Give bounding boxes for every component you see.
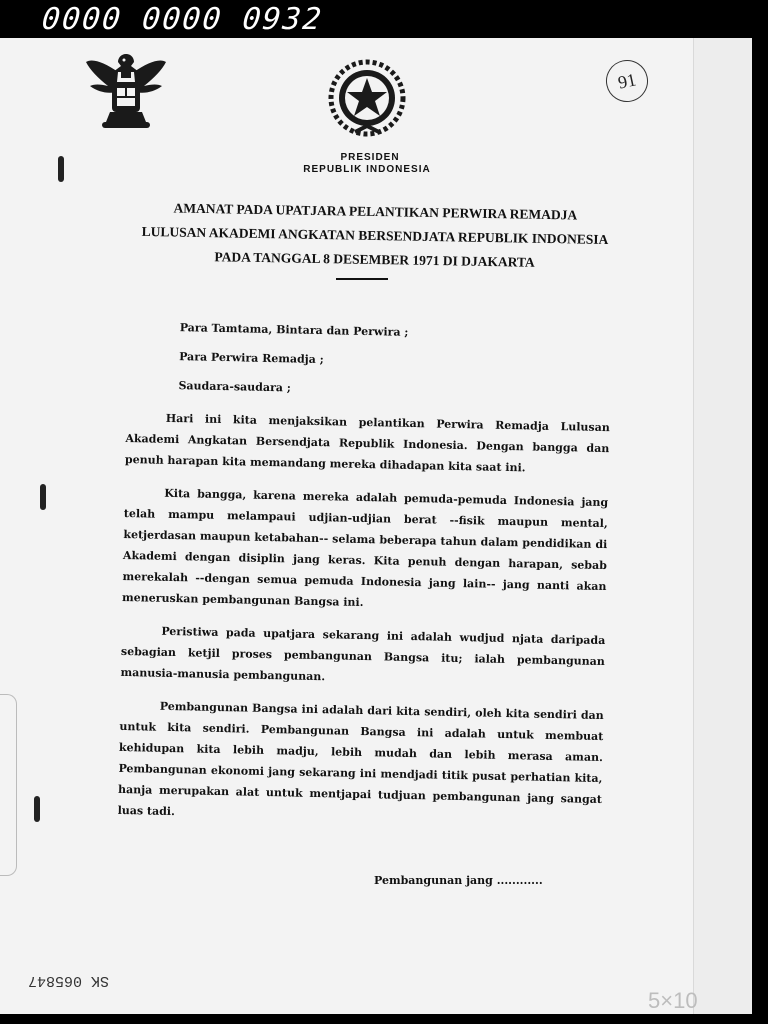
film-frame-number: 0000 0000 0932 bbox=[40, 2, 325, 37]
salutation: Para Perwira Remadja ; bbox=[179, 350, 324, 367]
title-line: LULUSAN AKADEMI ANGKATAN BERSENDJATA REPUBLIK INDONESIA bbox=[141, 223, 609, 248]
paragraph: Kita bangga, karena mereka adalah pemuda-pemuda Indonesia jang telah mampu melampaui udjian-udjian berat --fisik maupun mental, ketjerdasan maupun ketabahan-- selama beberapa tahun dalam pendidikan di Akademi dengan disiplin jang keras. Kita penuh dengan harapan, sebab merekalah --dengan semua pemuda Indonesia jang lain-- jang nanti akan meneruskan pembangunan Bangsa ini. bbox=[121, 486, 609, 609]
paragraph: Peristiwa pada upatjara sekarang ini adalah wudjud njata daripada sebagian ketjil proses pembangunan Bangsa itu; ialah pembangunan manusia-manusia pembangunan. bbox=[120, 624, 606, 684]
paragraph: Hari ini kita menjaksikan pelantikan Perwira Remadja Lulusan Akademi Angkatan Bersendjata Republik Indonesia. Dengan bangga dan penuh harapan kita memandang mereka dihadapan kita saat ini. bbox=[124, 411, 610, 475]
continuation-catchword: Pembangunan jang ............ bbox=[374, 874, 543, 887]
title-line: AMANAT PADA UPATJARA PELANTIKAN PERWIRA REMADJA bbox=[173, 200, 578, 223]
frame-mark: 5×10 bbox=[648, 988, 698, 1013]
speech-body bbox=[117, 316, 611, 831]
document-page bbox=[0, 38, 752, 1014]
margin-strip bbox=[693, 38, 752, 1014]
presidential-seal-icon bbox=[325, 56, 409, 140]
punch-hole-mark bbox=[58, 156, 64, 182]
salutation: Para Tamtama, Bintara dan Perwira ; bbox=[179, 321, 409, 339]
title-divider bbox=[336, 278, 388, 280]
document-title bbox=[139, 196, 610, 276]
punch-hole-mark bbox=[34, 796, 40, 822]
salutation: Saudara-saudara ; bbox=[178, 379, 291, 395]
punch-hole-mark bbox=[40, 484, 46, 510]
garuda-emblem-icon bbox=[84, 48, 168, 134]
office-subtitle: REPUBLIK INDONESIA bbox=[303, 164, 431, 175]
paragraph: Pembangunan Bangsa ini adalah dari kita sendiri, oleh kita sendiri dan untuk kita sendiri. Pembangunan Bangsa ini adalah untuk membuat kehidupan kita lebih madju, lebih mudah dan lebih merasa aman. Pembangunan ekonomi jang sekarang ini mendjadi titik pusat perhatian kita, hanja merupakan alat untuk mentjapai tudjuan pembangunan jang sangat luas tadi. bbox=[117, 699, 604, 819]
archive-reference-code: SK 065847 bbox=[28, 972, 110, 989]
title-line: PADA TANGGAL 8 DESEMBER 1971 DI DJAKARTA bbox=[214, 249, 535, 270]
page-tab-edge bbox=[0, 694, 17, 876]
office-title: PRESIDEN bbox=[340, 152, 400, 163]
page-number-circle: 91 bbox=[602, 56, 652, 106]
